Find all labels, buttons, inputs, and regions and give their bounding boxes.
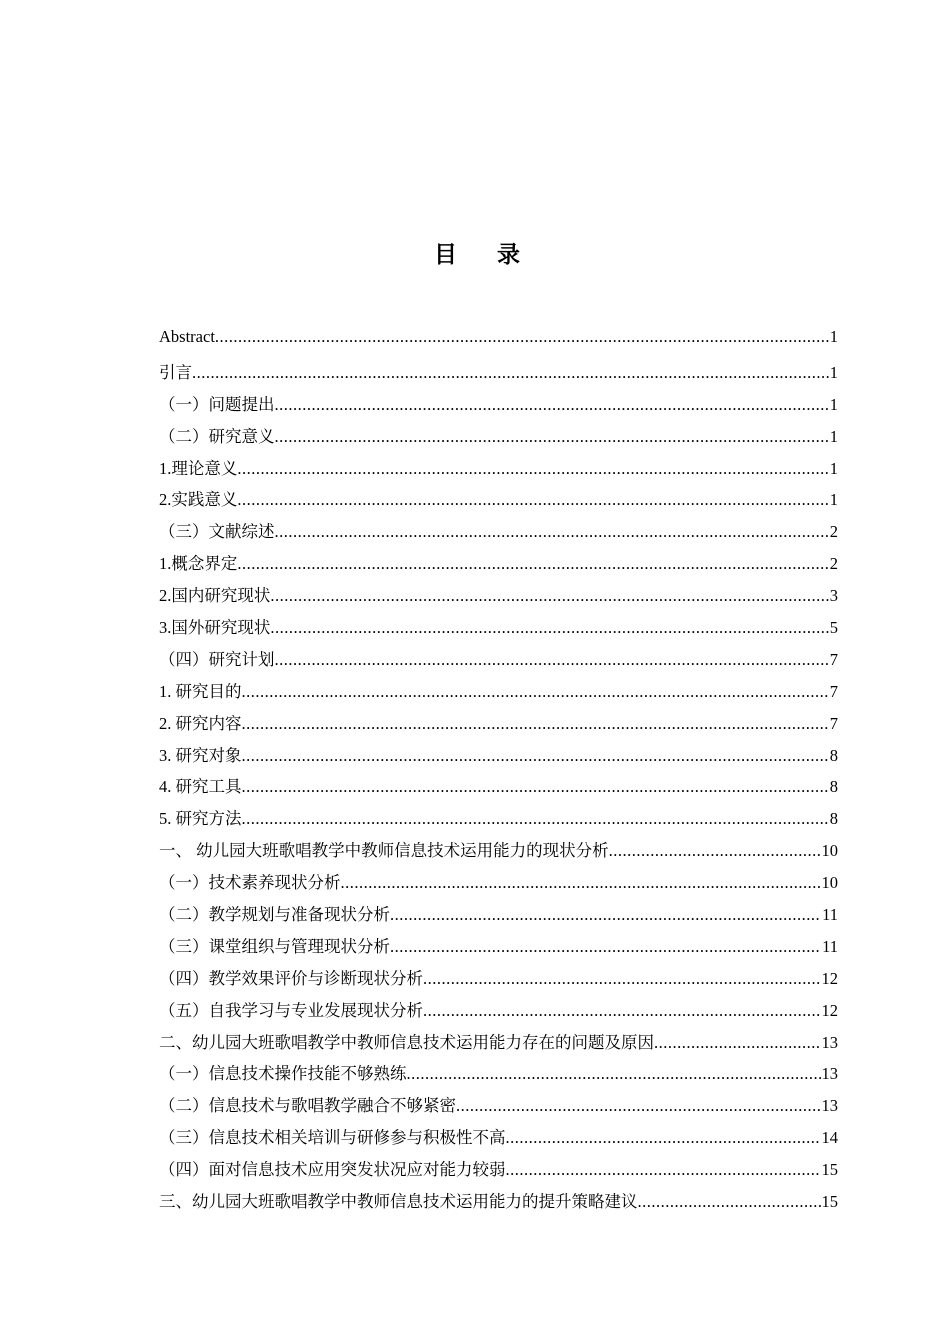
- toc-entry-label: 5. 研究方法: [159, 809, 242, 829]
- toc-entry[interactable]: [159, 869, 838, 901]
- toc-dot-leader: [654, 1033, 821, 1053]
- toc-dot-leader: [242, 714, 829, 734]
- toc-dot-leader: [341, 873, 821, 893]
- toc-entry[interactable]: [159, 901, 838, 933]
- toc-dot-leader: [506, 1128, 821, 1148]
- toc-list: [159, 327, 838, 1220]
- toc-dot-leader: [638, 1192, 821, 1212]
- toc-entry-label: 引言: [159, 362, 192, 382]
- toc-dot-leader: [275, 650, 829, 670]
- toc-entry[interactable]: [159, 773, 838, 805]
- toc-dot-leader: [192, 363, 829, 383]
- toc-entry-page-number: 8: [829, 809, 838, 829]
- toc-entry[interactable]: [159, 933, 838, 965]
- toc-entry[interactable]: [159, 1029, 838, 1061]
- toc-entry-page-number: 12: [821, 968, 838, 988]
- toc-dot-leader: [270, 618, 828, 638]
- toc-entry-label: （五）自我学习与专业发展现状分析: [159, 1000, 423, 1020]
- toc-entry[interactable]: [159, 550, 838, 582]
- toc-entry-label: （二）教学规划与准备现状分析: [159, 905, 390, 925]
- toc-dot-leader: [242, 682, 829, 702]
- toc-entry-page-number: 8: [829, 745, 838, 765]
- toc-entry-page-number: 8: [829, 777, 838, 797]
- toc-entry-page-number: 1: [829, 327, 838, 346]
- toc-entry-page-number: 15: [821, 1192, 838, 1212]
- toc-entry-page-number: 11: [822, 905, 838, 925]
- toc-entry-label: （二）信息技术与歌唱教学融合不够紧密: [159, 1096, 456, 1116]
- toc-entry[interactable]: [159, 614, 838, 646]
- toc-dot-leader: [237, 459, 828, 479]
- toc-entry-page-number: 5: [829, 618, 838, 638]
- toc-dot-leader: [609, 841, 821, 861]
- toc-entry[interactable]: [159, 582, 838, 614]
- toc-dot-leader: [242, 809, 829, 829]
- toc-dot-leader: [423, 1001, 821, 1021]
- toc-entry[interactable]: [159, 455, 838, 487]
- toc-entry-page-number: 7: [829, 649, 838, 669]
- toc-dot-leader: [456, 1096, 821, 1116]
- toc-entry-label: 4. 研究工具: [159, 777, 242, 797]
- toc-entry-label: （三）文献综述: [159, 522, 275, 542]
- toc-entry-label: （三）信息技术相关培训与研修参与积极性不高: [159, 1128, 506, 1148]
- toc-dot-leader: [237, 554, 828, 574]
- toc-entry-page-number: 7: [829, 681, 838, 701]
- toc-entry[interactable]: [159, 327, 838, 359]
- toc-dot-leader: [390, 937, 821, 957]
- toc-entry[interactable]: [159, 486, 838, 518]
- toc-entry-label: 1. 研究目的: [159, 681, 242, 701]
- toc-entry[interactable]: [159, 1124, 838, 1156]
- toc-entry-page-number: 7: [829, 713, 838, 733]
- toc-entry-label: （二）研究意义: [159, 426, 275, 446]
- toc-dot-leader: [242, 746, 829, 766]
- toc-entry[interactable]: [159, 997, 838, 1029]
- toc-dot-leader: [242, 777, 829, 797]
- toc-entry-label: 3. 研究对象: [159, 745, 242, 765]
- toc-entry-label: 1.概念界定: [159, 554, 238, 574]
- toc-entry-label: （四）教学效果评价与诊断现状分析: [159, 968, 423, 988]
- toc-entry-page-number: 13: [821, 1096, 838, 1116]
- toc-entry-page-number: 13: [821, 1032, 838, 1052]
- toc-dot-leader: [275, 522, 829, 542]
- toc-entry[interactable]: [159, 710, 838, 742]
- toc-entry-label: （一）问题提出: [159, 394, 275, 414]
- toc-entry-label: 3.国外研究现状: [159, 618, 271, 638]
- toc-entry-page-number: 12: [821, 1000, 838, 1020]
- toc-entry-page-number: 1: [829, 490, 838, 510]
- toc-dot-leader: [215, 327, 829, 347]
- toc-entry-page-number: 1: [829, 362, 838, 382]
- toc-entry[interactable]: [159, 359, 838, 391]
- toc-entry[interactable]: [159, 391, 838, 423]
- toc-entry-label: （四）面对信息技术应用突发状况应对能力较弱: [159, 1160, 506, 1180]
- toc-entry[interactable]: [159, 678, 838, 710]
- toc-entry-page-number: 1: [829, 394, 838, 414]
- toc-entry-page-number: 1: [829, 426, 838, 446]
- toc-dot-leader: [270, 586, 828, 606]
- toc-entry-page-number: 2: [829, 522, 838, 542]
- toc-entry-label: 一、 幼儿园大班歌唱教学中教师信息技术运用能力的现状分析: [159, 841, 609, 861]
- toc-entry-label: 2.实践意义: [159, 490, 238, 510]
- toc-entry-label: 三、幼儿园大班歌唱教学中教师信息技术运用能力的提升策略建议: [159, 1192, 638, 1212]
- toc-entry[interactable]: [159, 518, 838, 550]
- toc-entry-page-number: 10: [821, 841, 838, 861]
- toc-entry-page-number: 10: [821, 873, 838, 893]
- toc-dot-leader: [390, 905, 821, 925]
- toc-dot-leader: [275, 427, 829, 447]
- toc-entry[interactable]: [159, 1060, 838, 1092]
- toc-entry-label: 2.国内研究现状: [159, 586, 271, 606]
- toc-entry[interactable]: [159, 837, 838, 869]
- toc-entry[interactable]: [159, 1156, 838, 1188]
- toc-entry[interactable]: [159, 1188, 838, 1220]
- toc-entry-page-number: 13: [821, 1064, 838, 1084]
- toc-entry-label: （一）技术素养现状分析: [159, 873, 341, 893]
- toc-dot-leader: [237, 490, 828, 510]
- toc-title: 目 录: [433, 242, 536, 268]
- toc-entry[interactable]: [159, 1092, 838, 1124]
- toc-entry-page-number: 1: [829, 458, 838, 478]
- toc-entry-label: （三）课堂组织与管理现状分析: [159, 936, 390, 956]
- toc-entry-page-number: 2: [829, 554, 838, 574]
- toc-dot-leader: [275, 395, 829, 415]
- toc-entry-page-number: 14: [821, 1128, 838, 1148]
- toc-entry-label: 1.理论意义: [159, 458, 238, 478]
- toc-entry-page-number: 3: [829, 586, 838, 606]
- toc-entry-page-number: 11: [822, 936, 838, 956]
- toc-entry[interactable]: [159, 742, 838, 774]
- toc-entry-label: Abstract: [159, 327, 215, 346]
- toc-dot-leader: [407, 1064, 821, 1084]
- toc-dot-leader: [423, 969, 821, 989]
- toc-entry-label: 二、幼儿园大班歌唱教学中教师信息技术运用能力存在的问题及原因: [159, 1032, 654, 1052]
- toc-entry[interactable]: [159, 805, 838, 837]
- toc-entry[interactable]: [159, 646, 838, 678]
- toc-entry-label: （一）信息技术操作技能不够熟练: [159, 1064, 407, 1084]
- toc-entry-label: 2. 研究内容: [159, 713, 242, 733]
- toc-entry[interactable]: [159, 423, 838, 455]
- toc-dot-leader: [506, 1160, 821, 1180]
- toc-entry-label: （四）研究计划: [159, 649, 275, 669]
- toc-entry-page-number: 15: [821, 1160, 838, 1180]
- toc-entry[interactable]: [159, 965, 838, 997]
